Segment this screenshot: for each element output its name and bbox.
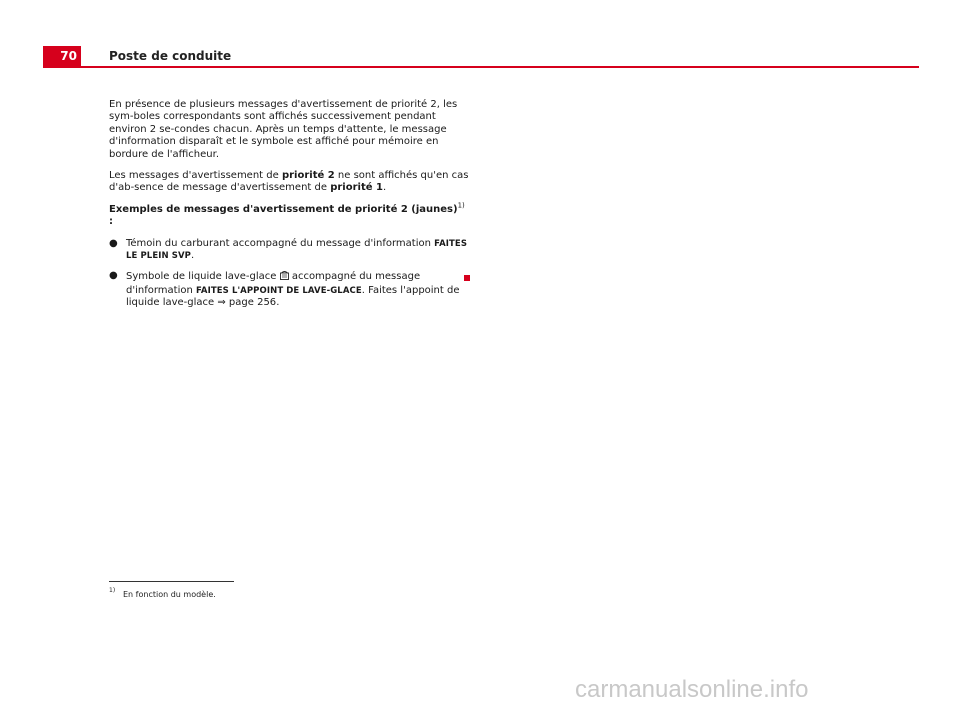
p2-text-c: ne sont affichés qu'en cas d'ab-sence de message d'avertissement de — [109, 170, 469, 194]
main-content — [109, 99, 469, 318]
b1-text-a: Témoin du carburant accompagné du message d'information — [126, 237, 435, 249]
bullet-icon: ● — [109, 237, 118, 249]
b2-text-f: . — [276, 297, 280, 309]
paragraph-priority-conditions — [109, 170, 469, 195]
section-end-marker — [464, 275, 470, 281]
chapter-title: Poste de conduite — [109, 49, 232, 63]
watermark: carmanualsonline.info — [575, 676, 809, 703]
page-header — [43, 46, 919, 68]
footnote-mark: 1) — [109, 587, 116, 594]
b2-text-d: . Faites l'appoint de liquide lave-glace — [126, 284, 460, 309]
b1-text-c: . — [191, 250, 195, 262]
bullet-icon: ● — [109, 270, 118, 282]
footnote-rule — [109, 581, 234, 582]
message-washer-refill: FAITES L'APPOINT DE LAVE-GLACE — [196, 285, 362, 296]
paragraph-priority2-display: En présence de plusieurs messages d'avertissement de priorité 2, les sym-boles correspondants sont affichés successivement pendant environ 2 se-condes chacun. Après un temps d'attente, le message d'information disparaît et le symbole est affiché pour mémoire en bordure de l'afficheur. — [109, 99, 458, 160]
priority-1-term: priorité 1 — [330, 182, 383, 194]
examples-heading-end: : — [109, 216, 113, 228]
washer-fluid-icon — [280, 270, 289, 284]
priority-2-term: priorité 2 — [281, 170, 335, 182]
list-item-washer — [109, 270, 469, 309]
message-fill-up: FAITES LE PLEIN SVP — [126, 238, 468, 262]
examples-heading — [109, 201, 469, 229]
p2-text-a: Les messages d'avertissement de — [109, 170, 282, 182]
footnote-ref: 1) — [457, 201, 465, 210]
examples-heading-text: Exemples de messages d'avertissement de priorité 2 (jaunes) — [109, 203, 458, 215]
header-rule — [43, 66, 919, 68]
footnote-text: En fonction du modèle. — [123, 590, 216, 599]
list-item-fuel — [109, 238, 469, 263]
page-reference-link[interactable]: ⇒ page 256 — [217, 297, 277, 309]
p2-text-e: . — [382, 182, 387, 194]
page-number: 70 — [43, 46, 81, 66]
b2-text-a: Symbole de liquide lave-glace — [126, 271, 280, 283]
b2-text-b: accompagné du message d'information — [126, 271, 421, 296]
